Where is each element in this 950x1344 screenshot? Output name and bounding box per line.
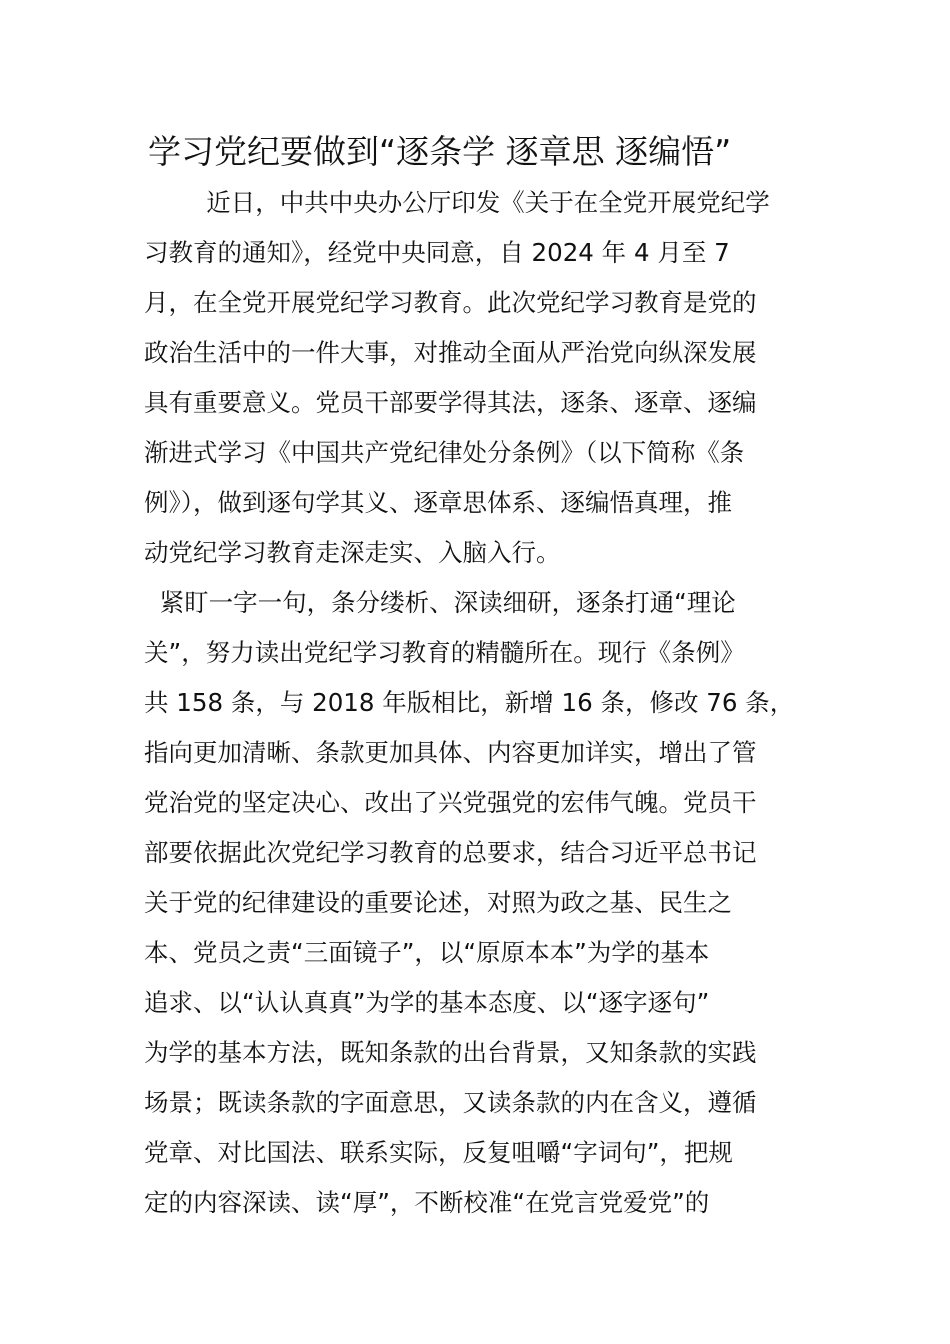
body-line: 动党纪学习教育走深走实、入脑入行。 [144,538,561,567]
body-line: 部要依据此次党纪学习教育的总要求，结合习近平总书记 [144,838,757,867]
body-line: 场景；既读条款的字面意思，又读条款的内在含义，遵循 [144,1088,757,1117]
body-line: 近日，中共中央办公厅印发《关于在全党开展党纪学 [144,188,770,217]
body-line: 党章、对比国法、联系实际，反复咀嚼“字词句”，把规 [144,1138,733,1167]
body-line: 例》），做到逐句学其义、逐章思体系、逐编悟真理，推 [144,488,732,517]
body-line: 政治生活中的一件大事，对推动全面从严治党向纵深发展 [144,338,757,367]
body-line: 关于党的纪律建设的重要论述，对照为政之基、民生之 [144,888,732,917]
body-line: 为学的基本方法，既知条款的出台背景，又知条款的实践 [144,1038,757,1067]
body-line: 紧盯一字一句，条分缕析、深读细研，逐条打通“理论 [144,588,736,617]
body-line: 党治党的坚定决心、改出了兴党强党的宏伟气魄。党员干 [144,788,757,817]
body-line: 共 158 条，与 2018 年版相比，新增 16 条，修改 76 条， [144,688,795,717]
body-line: 指向更加清晰、条款更加具体、内容更加详实，增出了管 [144,738,757,767]
body-line: 本、党员之责“三面镜子”，以“原原本本”为学的基本 [144,938,710,967]
document-body [144,178,808,1228]
body-line: 关”，努力读出党纪学习教育的精髓所在。现行《条例》 [144,638,745,667]
body-line: 月，在全党开展党纪学习教育。此次党纪学习教育是党的 [144,288,757,317]
body-line: 渐进式学习《中国共产党纪律处分条例》（以下简称《条 [144,438,745,467]
document-title: 学习党纪要做到“逐条学 逐章思 逐编悟” [148,132,732,171]
body-line: 追求、以“认认真真”为学的基本态度、以“逐字逐句” [144,988,710,1017]
body-line: 定的内容深读、读“厚”，不断校准“在党言党爱党”的 [144,1188,710,1217]
body-line: 习教育的通知》，经党中央同意，自 2024 年 4 月至 7 [144,238,730,267]
body-line: 具有重要意义。党员干部要学得其法，逐条、逐章、逐编 [144,388,757,417]
